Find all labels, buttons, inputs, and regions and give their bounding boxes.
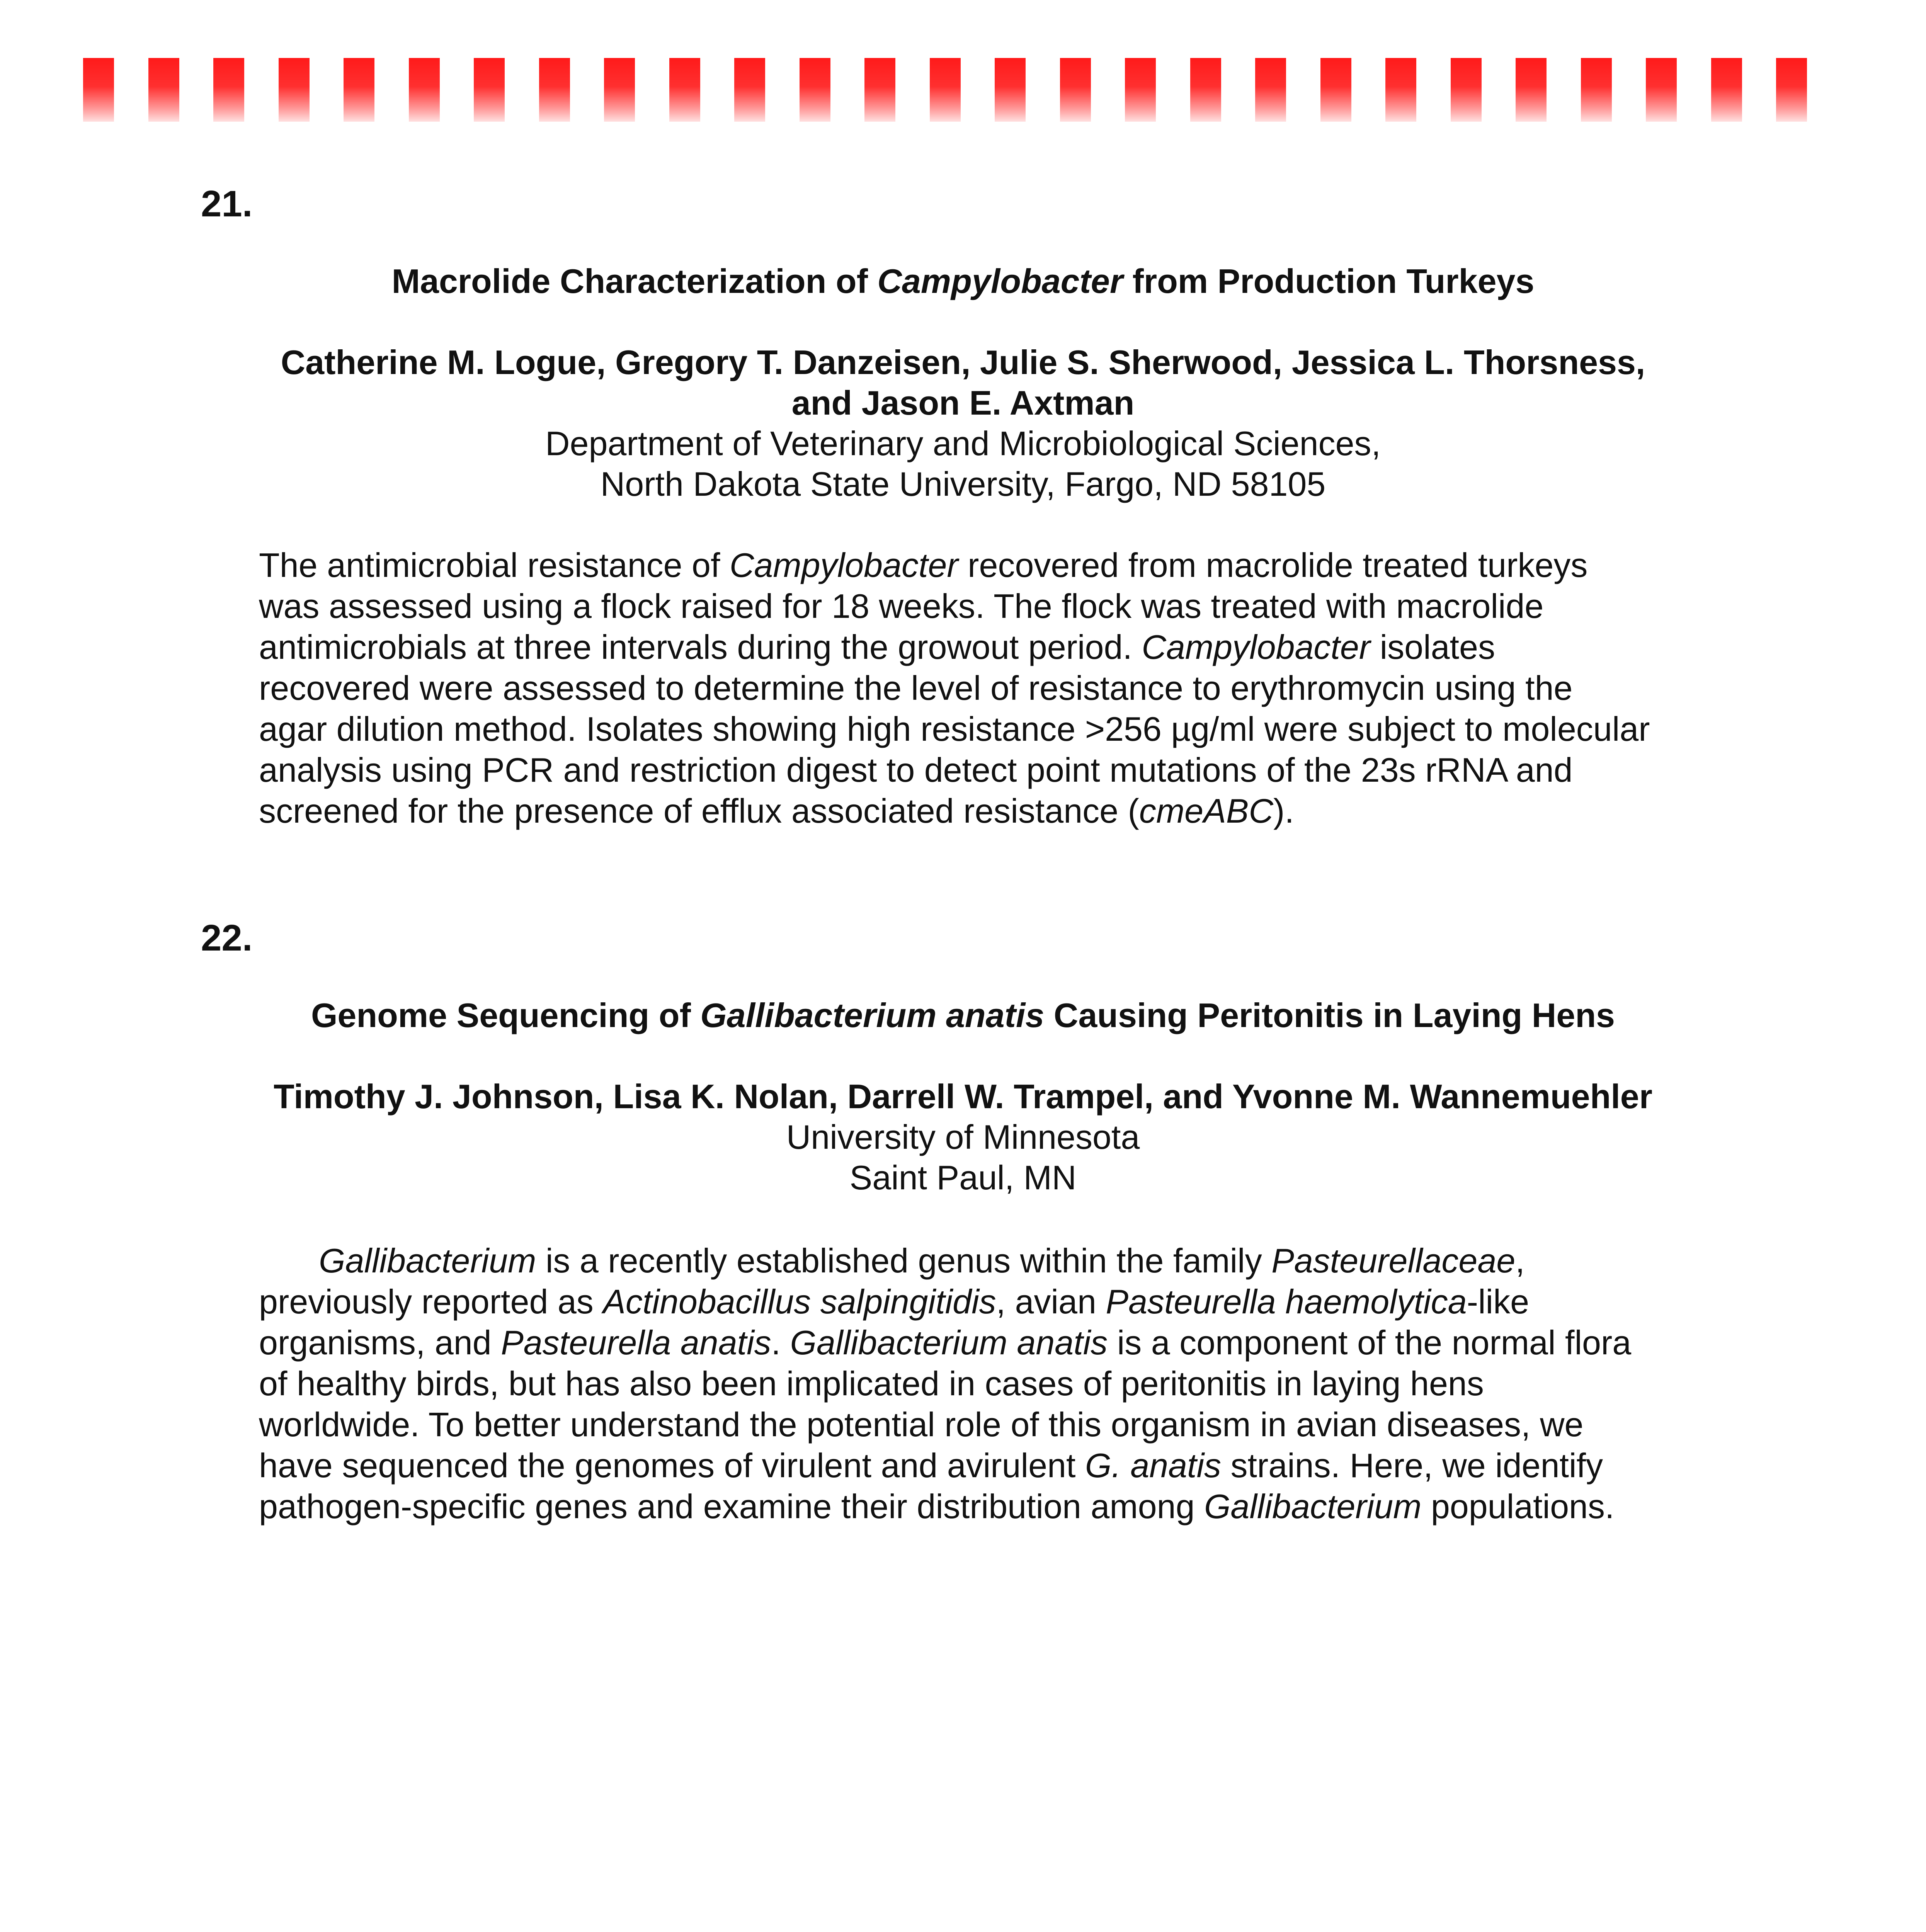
abstract-21-body-line: screened for the presence of efflux associated resistance (cmeABC).: [259, 792, 1294, 830]
abstract-21-body-line: The antimicrobial resistance of Campylobacter recovered from macrolide treated turkeys: [259, 546, 1588, 584]
abstract-21-authors-line-1: Catherine M. Logue, Gregory T. Danzeisen, Julie S. Sherwood, Jessica L. Thorsness,: [281, 343, 1645, 381]
red-square-decoration: [1581, 58, 1612, 122]
abstract-22-body-line: pathogen-specific genes and examine their distribution among Gallibacterium populations.: [259, 1487, 1615, 1526]
red-square-decoration: [1776, 58, 1807, 122]
abstract-21-body-line: recovered were assessed to determine the level of resistance to erythromycin using the: [259, 669, 1573, 707]
red-square-decoration: [1060, 58, 1091, 122]
abstract-21-body: [259, 545, 1727, 832]
red-square-decoration: [930, 58, 961, 122]
red-square-decoration: [539, 58, 570, 122]
abstract-21-number: 21.: [201, 183, 253, 224]
abstract-22-body-line: Gallibacterium is a recently established genus within the family Pasteurellaceae,: [319, 1242, 1525, 1280]
abstract-22-body-line: have sequenced the genomes of virulent and avirulent G. anatis strains. Here, we identify: [259, 1446, 1603, 1485]
red-square-decoration: [604, 58, 635, 122]
red-square-decoration: [1711, 58, 1742, 122]
abstract-22-body-line: worldwide. To better understand the potential role of this organism in avian diseases, we: [259, 1405, 1584, 1444]
abstract-22-title: Genome Sequencing of Gallibacterium anatis Causing Peritonitis in Laying Hens: [311, 996, 1615, 1034]
decorative-red-band: [0, 58, 1926, 124]
abstract-22-number: 22.: [201, 917, 253, 959]
red-square-decoration: [1451, 58, 1482, 122]
red-square-decoration: [409, 58, 440, 122]
red-square-decoration: [669, 58, 700, 122]
red-square-decoration: [1320, 58, 1351, 122]
red-square-decoration: [1125, 58, 1156, 122]
abstract-21-body-line: antimicrobials at three intervals during the growout period. Campylobacter isolates: [259, 628, 1495, 666]
abstract-22-body-line: of healthy birds, but has also been implicated in cases of peritonitis in laying hens: [259, 1364, 1484, 1403]
red-square-decoration: [1646, 58, 1677, 122]
abstract-21-body-line: was assessed using a flock raised for 18 weeks. The flock was treated with macrolide: [259, 587, 1544, 625]
abstract-21-affiliation-line-2: North Dakota State University, Fargo, ND 58105: [600, 465, 1326, 503]
abstract-21-body-line: analysis using PCR and restriction digest to detect point mutations of the 23s rRNA and: [259, 751, 1573, 789]
abstract-21-title: Macrolide Characterization of Campylobacter from Production Turkeys: [391, 262, 1535, 300]
red-square-decoration: [734, 58, 765, 122]
abstract-22-authors: Timothy J. Johnson, Lisa K. Nolan, Darrell W. Trampel, and Yvonne M. Wannemuehler: [274, 1077, 1652, 1116]
red-square-decoration: [995, 58, 1026, 122]
abstract-22-affiliation-line-1: University of Minnesota: [786, 1118, 1140, 1156]
red-square-decoration: [279, 58, 310, 122]
red-square-decoration: [344, 58, 374, 122]
red-square-decoration: [148, 58, 179, 122]
red-square-decoration: [864, 58, 895, 122]
red-square-decoration: [1516, 58, 1547, 122]
abstract-21-body-line: agar dilution method. Isolates showing high resistance >256 µg/ml were subject to molecular: [259, 710, 1650, 748]
red-square-decoration: [474, 58, 505, 122]
abstract-22-body-line: organisms, and Pasteurella anatis. Gallibacterium anatis is a component of the normal flora: [259, 1323, 1632, 1362]
red-square-decoration: [83, 58, 114, 122]
red-square-decoration: [1190, 58, 1221, 122]
abstract-22-body: [259, 1240, 1727, 1527]
red-square-decoration: [1255, 58, 1286, 122]
red-square-decoration: [800, 58, 830, 122]
red-square-decoration: [213, 58, 244, 122]
abstract-22-body-line: previously reported as Actinobacillus salpingitidis, avian Pasteurella haemolytica-like: [259, 1282, 1530, 1321]
red-square-decoration: [1385, 58, 1416, 122]
abstract-21-affiliation-line-1: Department of Veterinary and Microbiological Sciences,: [545, 424, 1381, 463]
abstract-21-authors-line-2: and Jason E. Axtman: [791, 384, 1135, 422]
abstract-22-affiliation-line-2: Saint Paul, MN: [849, 1158, 1077, 1197]
